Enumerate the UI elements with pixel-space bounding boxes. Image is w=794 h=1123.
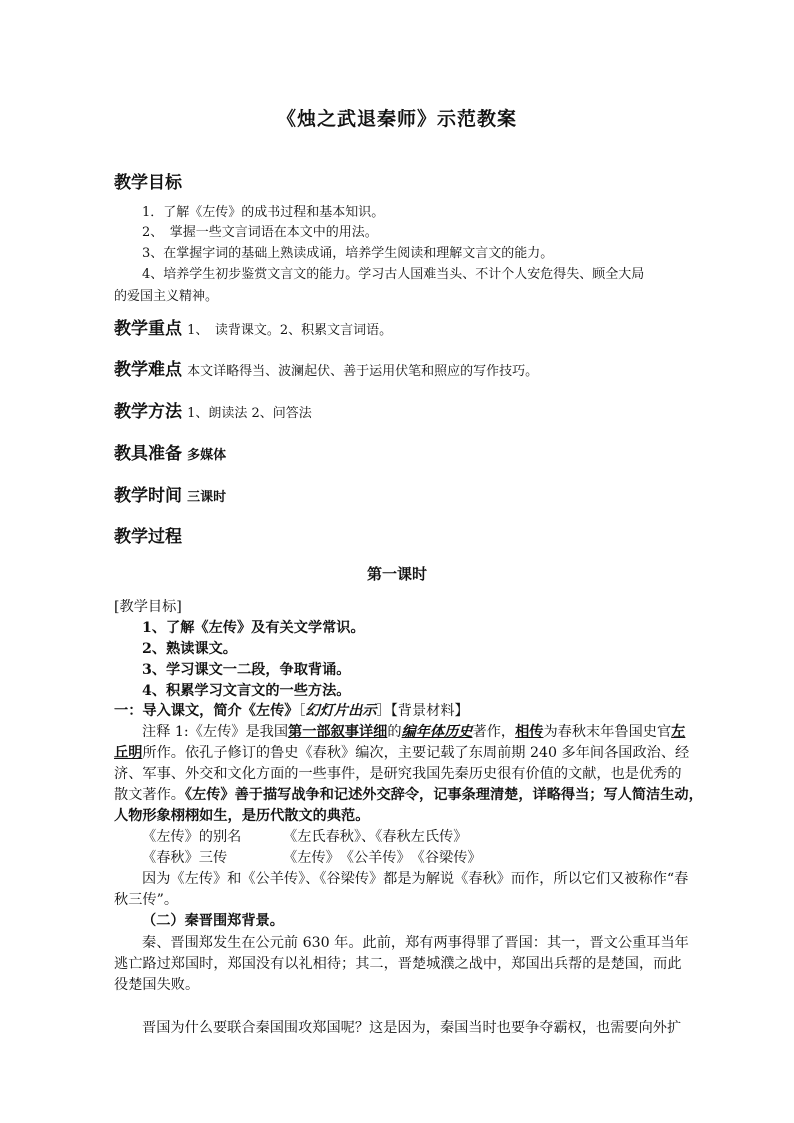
note1-line4-b: 《左传》善于描写战争和记述外交辞令，记事条理清楚，详略得当；写人简洁生动，: [184, 787, 703, 803]
goal-item-4-cont: 的爱国主义精神。: [114, 289, 219, 304]
intro-line: [114, 700, 469, 720]
time-row: [114, 481, 226, 506]
difficulties-row: [114, 355, 538, 380]
note1-line3: 济、军事、外交和文化方面的一些事件，是研究我国先秦历史很有价值的文献，也是优秀的: [114, 766, 682, 782]
tools-text: 多媒体: [187, 448, 227, 463]
goal-item-4: 4、培养学生初步鉴赏文言文的能力。学习古人国难当头、不计个人安危得失、顾全大局: [142, 267, 645, 282]
intro-slide: 幻灯片出示: [305, 703, 377, 719]
note1-mid3: 为春秋末年鲁国史官: [543, 724, 672, 740]
difficulties-text: 本文详略得当、波澜起伏、善于运用伏笔和照应的写作技巧。: [187, 364, 539, 379]
note1-u1: 第一部叙事详细: [288, 724, 388, 740]
note1-line5: 人物形象栩栩如生，是历代散文的典范。: [114, 808, 370, 824]
intro-bracket-open: ［: [298, 703, 306, 719]
background-heading: （二）秦晋围郑背景。: [142, 913, 284, 929]
note1-mid1: 的: [387, 724, 402, 740]
note1-line2: [114, 742, 689, 762]
background-p2-line1: 晋国为什么要联合秦国围攻郑国呢？这是因为，秦国当时也要争夺霸权，也需要向外扩: [142, 1020, 682, 1036]
key-points-heading: 教学重点: [114, 319, 182, 339]
note1-line4: [114, 784, 703, 804]
intro-bracket-close: ］: [376, 703, 391, 719]
lesson1-goal-3: 3、学习课文一二段，争取背诵。: [142, 662, 351, 678]
goal-item-2: 2、 掌握一些文言词语在本文中的用法。: [142, 225, 378, 240]
lesson1-heading: 第一课时: [366, 565, 427, 583]
alias-row-1-b: 《左氏春秋》、《春秋左氏传》: [283, 829, 468, 845]
goal-item-3: 3、在掌握字词的基础上熟读成诵，培养学生阅读和理解文言文的能力。: [142, 246, 554, 261]
background-p1-line3: 役楚国失败。: [114, 977, 200, 993]
process-heading: 教学过程: [114, 527, 182, 547]
page-title: 《烛之武退秦师》示范教案: [276, 108, 517, 130]
note1-mid2: 著作，: [472, 724, 516, 740]
alias-row-1-a: 《左传》的别名: [142, 829, 242, 845]
difficulties-heading: 教学难点: [114, 360, 182, 380]
lesson1-goal-2: 2、熟读课文。: [142, 641, 237, 657]
methods-row: [114, 397, 312, 422]
tools-heading: 教具准备: [114, 444, 182, 464]
note1-line2-rest: 所作。依孔子修订的鲁史《春秋》编次，主要记载了东周前期 240 多年间各国政治、经: [142, 745, 690, 761]
note1-prefix: 注释 1:《左传》是我国: [142, 724, 289, 740]
lesson1-goal-1: 1、了解《左传》及有关文学常识。: [142, 620, 365, 636]
intro-label: 一：导入课文，简介《左传》: [114, 703, 299, 719]
methods-heading: 教学方法: [114, 402, 182, 422]
sanzhuan-line1: 因为《左传》和《公羊传》、《谷梁传》都是为解说《春秋》而作，所以它们又被称作“春: [142, 871, 689, 887]
note1-i1: 编年体历史: [401, 724, 473, 740]
lesson1-goals-label: [教学目标]: [114, 599, 182, 615]
intro-material: 【背景材料】: [390, 703, 469, 719]
note1-line1: [142, 721, 685, 741]
lesson1-goal-4: 4、积累学习文言文的一些方法。: [142, 683, 351, 699]
alias-row-2-a: 《春秋》三传: [142, 850, 228, 866]
key-points-text: 1、 读背课文。2、积累文言词语。: [187, 323, 393, 338]
goal-item-1: 1．了解《左传》的成书过程和基本知识。: [142, 205, 385, 220]
note1-line4-a: 散文著作。: [114, 787, 185, 803]
sanzhuan-line2: 秋三传”。: [114, 892, 179, 908]
note1-u3: 左: [671, 724, 686, 740]
background-p1-line1: 秦、晋围郑发生在公元前 630 年。此前，郑有两事得罪了晋国：其一，晋文公重耳当年: [142, 935, 689, 951]
tools-row: [114, 439, 226, 464]
background-p1-line2: 逃亡路过郑国时，郑国没有以礼相待；其二，晋楚城濮之战中，郑国出兵帮的是楚国，而此: [114, 956, 682, 972]
key-points-row: [114, 314, 392, 339]
goals-heading: 教学目标: [114, 173, 182, 193]
note1-line2-u: 丘明: [114, 745, 143, 761]
time-heading: 教学时间: [114, 486, 182, 506]
time-text: 三课时: [187, 490, 227, 505]
note1-u2: 相传: [515, 724, 544, 740]
alias-row-2-b: 《左传》 《公羊传》 《谷梁传》: [283, 850, 482, 866]
methods-text: 1、朗读法 2、问答法: [187, 406, 312, 421]
